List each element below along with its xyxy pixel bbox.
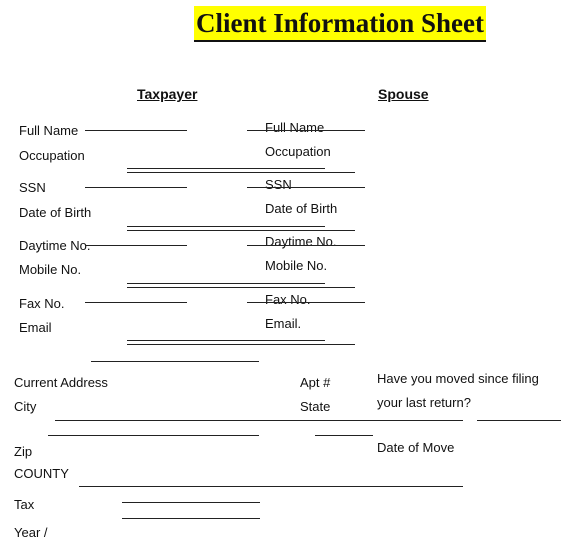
year-field[interactable] [122, 518, 260, 525]
tax-field[interactable] [122, 502, 260, 509]
year-label: Year / [14, 525, 48, 540]
spouse-full-name-label: Full Name [265, 120, 325, 135]
spouse-column-heading: Spouse [378, 86, 429, 102]
spouse-daytime-label: Daytime No. [265, 234, 337, 249]
spouse-dob-field[interactable] [127, 230, 355, 237]
taxpayer-dob-label: Date of Birth [19, 205, 92, 220]
moved-question-line2: your last return? [377, 395, 471, 410]
email-continuation-field[interactable] [91, 361, 259, 368]
page-title: Client Information Sheet [194, 6, 486, 42]
current-address-label: Current Address [14, 375, 108, 390]
county-label: COUNTY [14, 466, 69, 481]
taxpayer-full-name-label: Full Name [19, 123, 79, 138]
spouse-occupation-label: Occupation [265, 144, 331, 159]
spouse-ssn-label: SSN [265, 177, 292, 192]
taxpayer-column-heading: Taxpayer [137, 86, 198, 102]
apt-label: Apt # [300, 375, 331, 390]
city-label: City [14, 399, 37, 414]
spouse-ssn-field[interactable] [247, 187, 365, 194]
state-label: State [300, 399, 331, 414]
zip-label: Zip [14, 444, 33, 459]
tax-label: Tax [14, 497, 35, 512]
taxpayer-fax-label: Fax No. [19, 296, 65, 311]
taxpayer-mobile-label: Mobile No. [19, 262, 82, 277]
taxpayer-full-name-field[interactable] [85, 130, 187, 137]
spouse-email-label: Email. [265, 316, 302, 331]
taxpayer-ssn-field[interactable] [85, 187, 187, 194]
spouse-fax-field[interactable] [247, 302, 365, 309]
state-field[interactable] [315, 435, 373, 442]
spouse-occupation-field[interactable] [127, 172, 355, 179]
spouse-email-field[interactable] [127, 344, 355, 351]
spouse-daytime-field[interactable] [247, 245, 365, 252]
taxpayer-daytime-label: Daytime No. [19, 238, 91, 253]
taxpayer-fax-field[interactable] [85, 302, 187, 309]
moved-answer-field[interactable] [477, 420, 561, 427]
spouse-fax-label: Fax No. [265, 292, 311, 307]
spouse-mobile-label: Mobile No. [265, 258, 328, 273]
taxpayer-daytime-field[interactable] [85, 245, 187, 252]
spouse-mobile-field[interactable] [127, 287, 355, 294]
spouse-full-name-field[interactable] [247, 130, 365, 137]
current-address-field[interactable] [55, 420, 463, 427]
moved-question-line1: Have you moved since filing [377, 371, 539, 386]
taxpayer-email-label: Email [19, 320, 52, 335]
spouse-dob-label: Date of Birth [265, 201, 338, 216]
county-field[interactable] [79, 486, 463, 493]
taxpayer-ssn-label: SSN [19, 180, 46, 195]
taxpayer-occupation-label: Occupation [19, 148, 85, 163]
date-of-move-label: Date of Move [377, 440, 455, 455]
city-field[interactable] [48, 435, 259, 442]
